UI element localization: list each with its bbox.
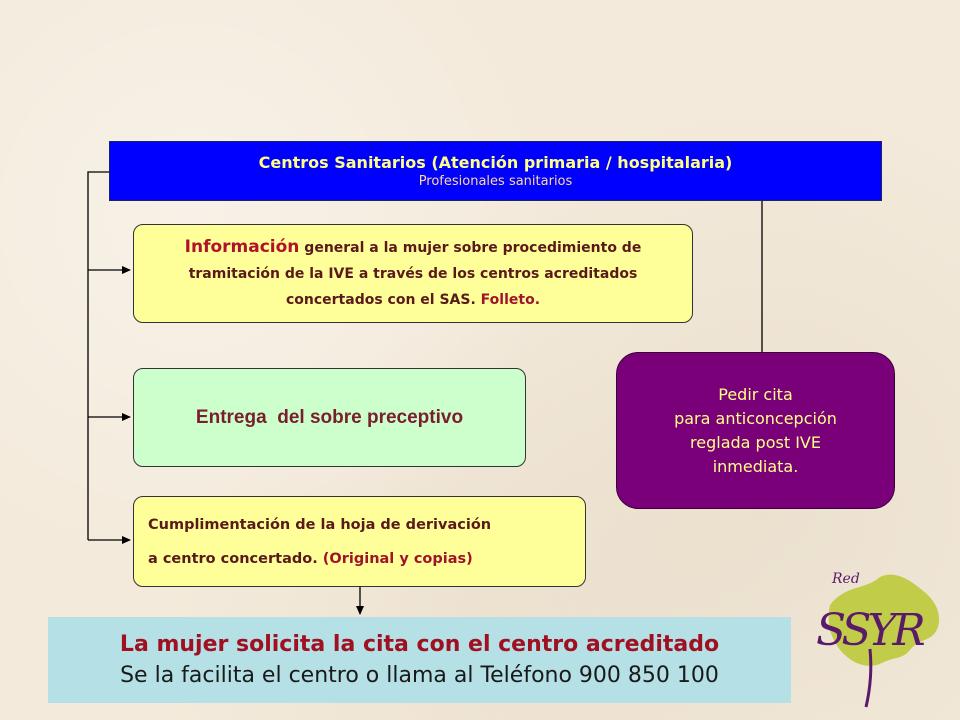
deriv-line-1: Cumplimentación de la hoja de derivación [148,516,492,533]
centros-sanitarios-box [109,141,882,201]
informacion-box [133,224,693,323]
info-line-2: tramitación de la IVE a través de los centros acreditados [188,266,638,282]
header-title: Centros Sanitarios (Atención primaria / hospitalaria) [258,153,733,172]
cita-line-1: Pedir cita [718,384,793,404]
info-line-1 [185,234,642,261]
deriv-line-2-b: (Original y copias) [322,550,473,567]
pedir-cita-box [616,352,895,509]
cita-line-3: reglada post IVE [690,432,821,452]
solicita-cita-banner [48,617,791,703]
info-line-3-a: concertados con el SAS. [285,292,476,308]
info-strong-word: Información [184,237,300,257]
deriv-line-2-a: a centro concertado. [148,550,318,567]
header-subtitle: Profesionales sanitarios [418,174,573,189]
sobre-label: Entrega del sobre preceptivo [195,406,464,428]
derivacion-box [133,496,586,587]
cita-line-4: inmediata. [712,456,799,476]
deriv-line-2 [148,542,473,576]
info-line-1-text: general a la mujer sobre procedimiento de [304,240,642,256]
info-line-3-b: Folleto. [480,292,541,308]
logo-red-text: Red [832,571,860,587]
logo-ssyr-text: SSYR [816,605,922,656]
left-bracket-line [88,172,109,540]
red-ssyr-logo [810,565,950,715]
cita-line-2: para anticoncepción [674,408,837,428]
bottom-line-1: La mujer solicita la cita con el centro acreditado [119,632,720,657]
info-line-3 [286,287,540,313]
bottom-line-2: Se la facilita el centro o llama al Teléfono 900 850 100 [120,663,719,688]
entrega-sobre-box [133,368,526,467]
